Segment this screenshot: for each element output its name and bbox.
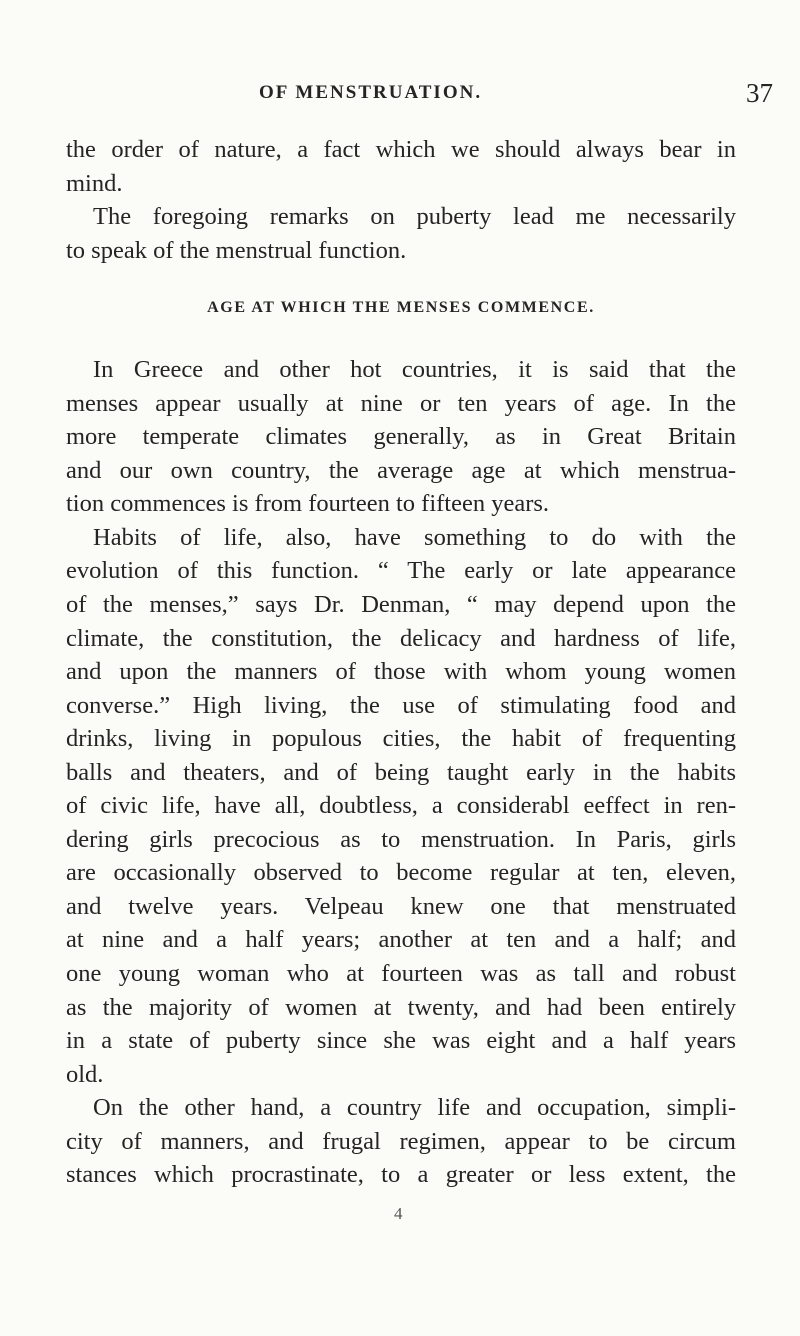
body-text [66, 133, 736, 1192]
text-line: to speak of the menstrual function. [66, 236, 407, 264]
text-line: one young woman who at fourteen was as tall and robust [66, 960, 736, 988]
text-line: The foregoing remarks on puberty lead me necessarily [93, 203, 736, 231]
text-line: On the other hand, a country life and occupation, simpli- [93, 1094, 736, 1122]
text-line: mind. [66, 169, 123, 197]
text-line: evolution of this function. “ The early or late appearance [66, 557, 736, 585]
running-head [0, 78, 800, 112]
text-line: and our own country, the average age at which menstrua- [66, 456, 736, 484]
text-line: Habits of life, also, have something to do with the [93, 523, 736, 551]
text-line: climate, the constitution, the delicacy and hardness of life, [66, 624, 736, 652]
text-line: are occasionally observed to become regular at ten, eleven, [66, 859, 736, 887]
text-line: in a state of puberty since she was eight and a half years [66, 1027, 736, 1055]
text-line: more temperate climates generally, as in Great Britain [66, 423, 736, 451]
text-line: the order of nature, a fact which we should always bear in [66, 136, 736, 163]
page-number: 37 [746, 78, 773, 108]
text-line: of civic life, have all, doubtless, a considerabl eeffect in ren- [66, 792, 736, 820]
text-line: drinks, living in populous cities, the habit of frequenting [66, 725, 736, 753]
text-line: tion commences is from fourteen to fifteen years. [66, 490, 550, 518]
text-line: and upon the manners of those with whom young women [66, 658, 736, 686]
text-line: stances which procrastinate, to a greater or less extent, the [66, 1161, 736, 1189]
text-line: converse.” High living, the use of stimulating food and [66, 691, 736, 719]
text-line: dering girls precocious as to menstruation. In Paris, girls [66, 825, 736, 853]
text-line: old. [66, 1060, 104, 1088]
signature-mark: 4 [394, 1204, 403, 1223]
text-line: In Greece and other hot countries, it is said that the [93, 356, 736, 384]
running-title: OF MENSTRUATION. [259, 82, 483, 103]
text-line: of the menses,” says Dr. Denman, “ may depend upon the [66, 591, 736, 619]
text-line: menses appear usually at nine or ten years of age. In the [66, 389, 736, 417]
section-heading: AGE AT WHICH THE MENSES COMMENCE. [207, 299, 595, 317]
text-line: city of manners, and frugal regimen, appear to be circum [66, 1127, 736, 1155]
text-line: at nine and a half years; another at ten and a half; and [66, 926, 736, 954]
text-line: as the majority of women at twenty, and had been entirely [66, 993, 736, 1021]
text-line: and twelve years. Velpeau knew one that menstruated [66, 892, 736, 920]
text-line: balls and theaters, and of being taught early in the habits [66, 758, 736, 786]
